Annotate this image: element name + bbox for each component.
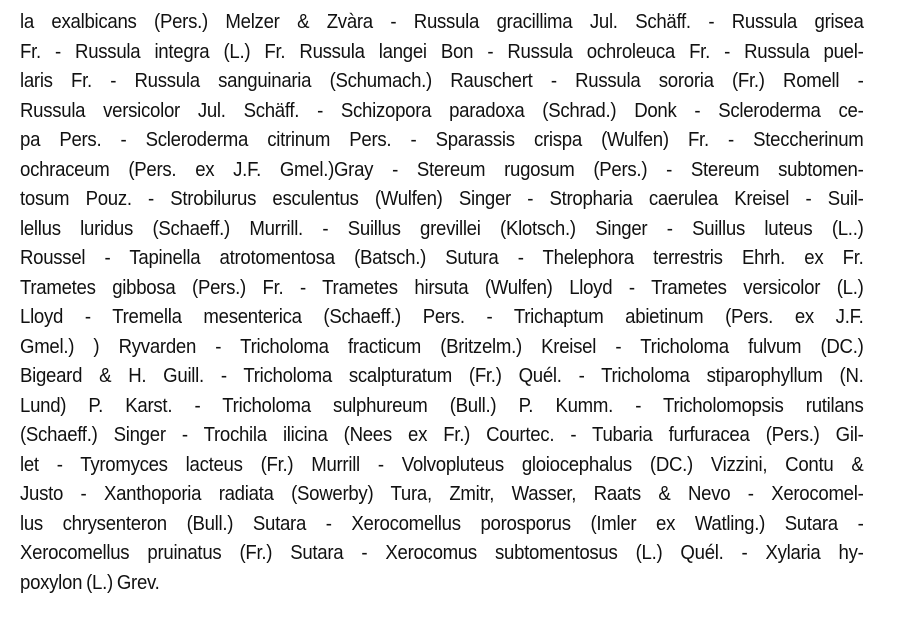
text-line: laris Fr. - Russula sanguinaria (Schumach.) Rauschert - Russula sororia (Fr.) Romell - [20, 70, 864, 92]
text-line: pa Pers. - Scleroderma citrinum Pers. - Sparassis crispa (Wulfen) Fr. - Steccherinum [20, 129, 864, 151]
text-line: poxylon (L.) Grev. [20, 571, 160, 594]
text-line: lellus luridus (Schaeff.) Murrill. - Suillus grevillei (Klotsch.) Singer - Suillus luteus (L..) [20, 217, 864, 240]
text-line: la exalbicans (Pers.) Melzer & Zvàra - Russula gracillima Jul. Schäff. - Russula grisea [20, 11, 864, 33]
text-line: Lloyd - Tremella mesenterica (Schaeff.) Pers. - Trichaptum abietinum (Pers. ex J.F. [20, 306, 864, 328]
text-line: Fr. - Russula integra (L.) Fr. Russula langei Bon - Russula ochroleuca Fr. - Russula puel- [20, 40, 864, 63]
text-line: Lund) P. Karst. - Tricholoma sulphureum (Bull.) P. Kumm. - Tricholomopsis rutilans [20, 394, 864, 417]
text-line: (Schaeff.) Singer - Trochila ilicina (Nees ex Fr.) Courtec. - Tubaria furfuracea (Pers.) Gil- [20, 424, 864, 446]
text-line: let - Tyromyces lacteus (Fr.) Murrill - Volvopluteus gloiocephalus (DC.) Vizzini, Contu & [20, 453, 864, 476]
text-line: lus chrysenteron (Bull.) Sutara - Xerocomellus porosporus (Imler ex Watling.) Sutara - [20, 512, 864, 535]
text-line: Xerocomellus pruinatus (Fr.) Sutara - Xerocomus subtomentosus (L.) Quél. - Xylaria hy- [20, 542, 864, 564]
document-body [20, 8, 864, 598]
text-line: Gmel.) ) Ryvarden - Tricholoma fracticum (Britzelm.) Kreisel - Tricholoma fulvum (DC.) [20, 335, 864, 358]
text-line: Russula versicolor Jul. Schäff. - Schizopora paradoxa (Schrad.) Donk - Scleroderma ce- [20, 99, 864, 122]
text-line: Trametes gibbosa (Pers.) Fr. - Trametes hirsuta (Wulfen) Lloyd - Trametes versicolor (L.) [20, 276, 864, 299]
text-line: Roussel - Tapinella atrotomentosa (Batsch.) Sutura - Thelephora terrestris Ehrh. ex Fr. [20, 247, 864, 269]
text-line: Bigeard & H. Guill. - Tricholoma scalpturatum (Fr.) Quél. - Tricholoma stiparophyllum (N. [20, 365, 864, 387]
text-line: Justo - Xanthoporia radiata (Sowerby) Tura, Zmitr, Wasser, Raats & Nevo - Xerocomel- [20, 483, 864, 505]
text-line: tosum Pouz. - Strobilurus esculentus (Wulfen) Singer - Stropharia caerulea Kreisel - Suil- [20, 188, 864, 210]
text-line: ochraceum (Pers. ex J.F. Gmel.)Gray - Stereum rugosum (Pers.) - Stereum subtomen- [20, 158, 864, 181]
